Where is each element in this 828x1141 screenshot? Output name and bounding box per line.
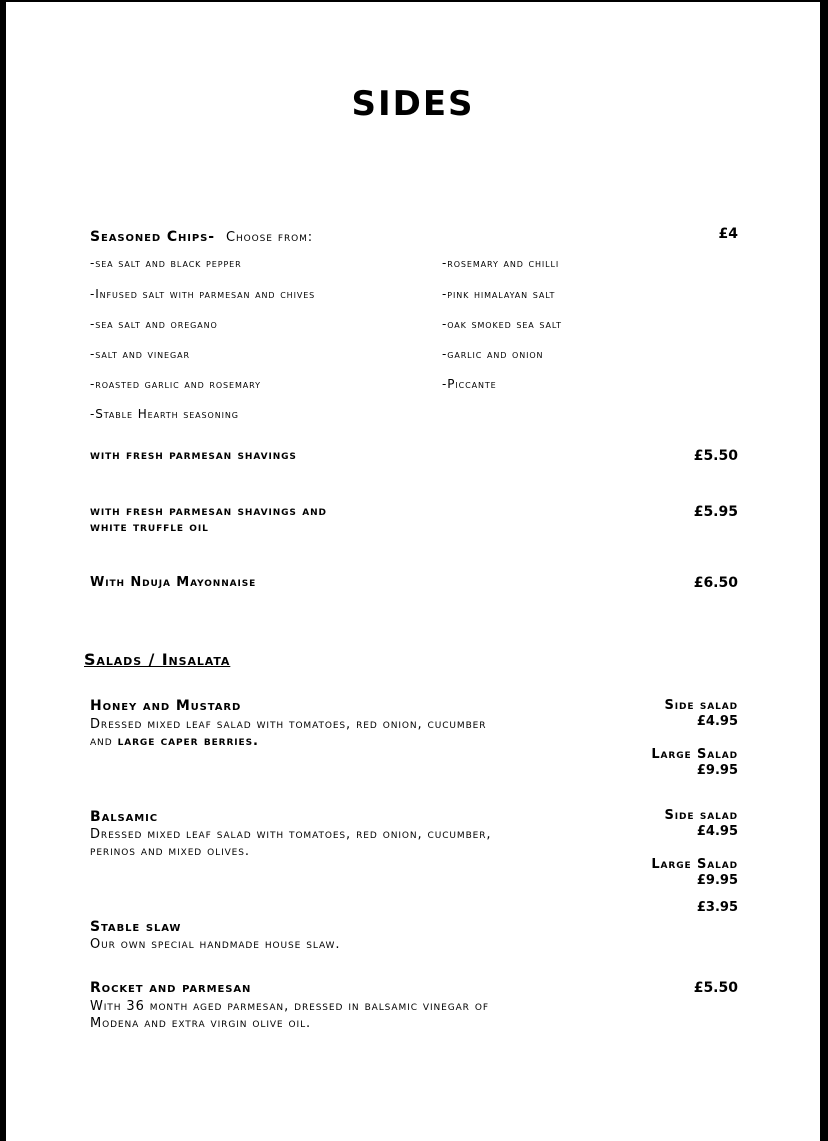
side-salad-label: Side salad bbox=[664, 698, 738, 713]
salad-description: Our own special handmade house slaw. bbox=[90, 937, 341, 952]
chips-option: -sea salt and black pepper bbox=[90, 256, 242, 270]
side-salad-label: Side salad bbox=[664, 808, 738, 823]
page-title: SIDES bbox=[351, 84, 475, 124]
chips-extra-price: £5.95 bbox=[693, 504, 738, 520]
salad-description-line2: Modena and extra virgin olive oil. bbox=[90, 1016, 312, 1031]
chips-extra-label: with fresh parmesan shavings and bbox=[90, 504, 327, 519]
salad-description-text: and bbox=[90, 734, 113, 749]
salad-description: Dressed mixed leaf salad with tomatoes, red onion, cucumber, bbox=[90, 827, 492, 842]
large-salad-label: Large Salad bbox=[651, 857, 738, 872]
large-salad-price: £9.95 bbox=[696, 763, 738, 778]
salad-name: Balsamic bbox=[90, 809, 158, 825]
large-salad-label: Large Salad bbox=[651, 747, 738, 762]
salad-name: Stable slaw bbox=[90, 919, 182, 935]
chips-option: -roasted garlic and rosemary bbox=[90, 377, 261, 391]
chips-option: -sea salt and oregano bbox=[90, 317, 218, 331]
salad-description-bold: large caper berries. bbox=[117, 734, 259, 749]
chips-extra-price: £5.50 bbox=[693, 448, 738, 464]
chips-extra-label: with fresh parmesan shavings bbox=[90, 448, 297, 463]
chips-extra-label: With Nduja Mayonnaise bbox=[90, 575, 257, 590]
chips-option: -Stable Hearth seasoning bbox=[90, 407, 239, 421]
salad-name: Rocket and parmesan bbox=[90, 980, 252, 996]
menu-page bbox=[6, 2, 820, 1141]
chips-heading: Seasoned Chips- bbox=[90, 229, 215, 245]
chips-option: -salt and vinegar bbox=[90, 347, 190, 361]
chips-option: -oak smoked sea salt bbox=[442, 317, 562, 331]
chips-extra-price: £6.50 bbox=[693, 575, 738, 591]
chips-option: -Infused salt with parmesan and chives bbox=[90, 287, 316, 301]
salad-description: With 36 month aged parmesan, dressed in balsamic vinegar of bbox=[90, 999, 489, 1014]
chips-extra-label-line2: white truffle oil bbox=[90, 520, 209, 535]
chips-header bbox=[90, 226, 313, 245]
chips-option: -Piccante bbox=[442, 377, 497, 391]
chips-option: -pink himalayan salt bbox=[442, 287, 556, 301]
salad-description-line2: perinos and mixed olives. bbox=[90, 844, 250, 859]
slaw-price: £3.95 bbox=[696, 900, 738, 915]
side-salad-price: £4.95 bbox=[696, 714, 738, 729]
salads-heading: Salads / Insalata bbox=[84, 650, 231, 669]
rocket-price: £5.50 bbox=[693, 980, 738, 996]
chips-option: -garlic and onion bbox=[442, 347, 544, 361]
salad-description: Dressed mixed leaf salad with tomatoes, red onion, cucumber bbox=[90, 717, 487, 732]
salad-description-line2 bbox=[90, 733, 259, 750]
side-salad-price: £4.95 bbox=[696, 824, 738, 839]
salad-name: Honey and Mustard bbox=[90, 698, 242, 714]
chips-choose-label: Choose from: bbox=[226, 230, 314, 245]
chips-option: -rosemary and chilli bbox=[442, 256, 560, 270]
large-salad-price: £9.95 bbox=[696, 873, 738, 888]
chips-price: £4 bbox=[718, 226, 738, 242]
